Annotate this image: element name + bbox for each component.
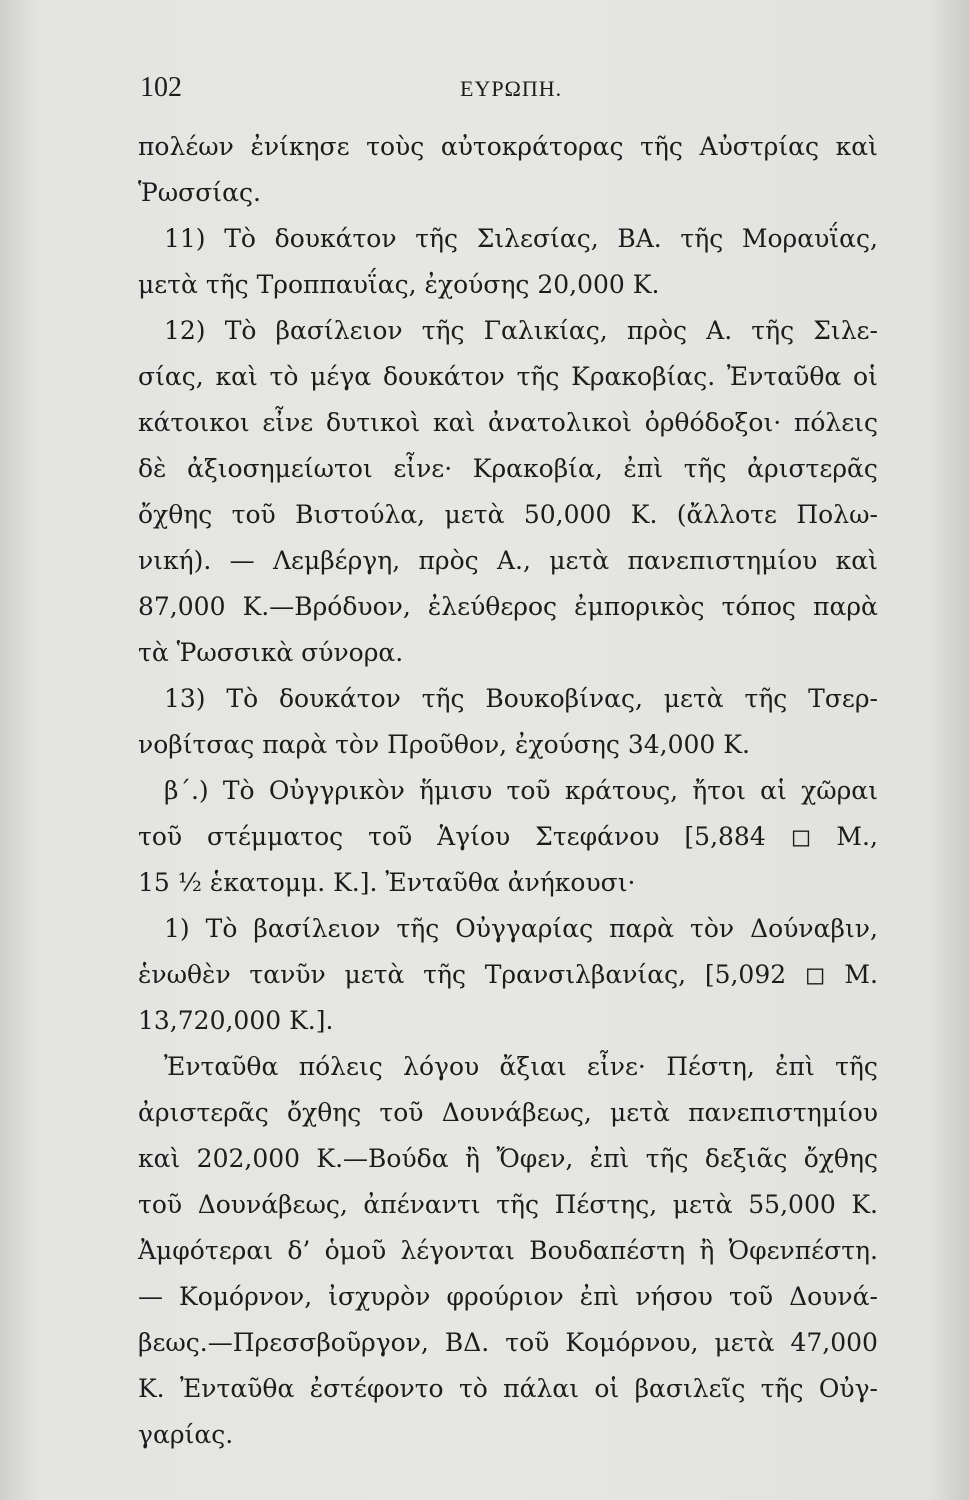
- text-line: Κ. Ἐνταῦθα ἐστέφοντο τὸ πάλαι οἱ βασιλεῖς τῆς Οὐγ-: [138, 1374, 878, 1403]
- text-line: β´.) Τὸ Οὐγγρικὸν ἥμισυ τοῦ κράτους, ἤτοι αἱ χῶραι: [164, 776, 878, 805]
- text-line: τοῦ Δουνάβεως, ἀπέναντι τῆς Πέστης, μετὰ 55,000 Κ.: [138, 1190, 878, 1219]
- text-line: βεως.—Πρεσσβοῦργον, ΒΔ. τοῦ Κομόρνου, μετὰ 47,000: [138, 1328, 878, 1357]
- text-line: ἑνωθὲν τανῦν μετὰ τῆς Τρανσιλβανίας, [5,092 ◻ Μ.: [138, 960, 878, 989]
- text-line: νοβίτσας παρὰ τὸν Προῦθον, ἐχούσης 34,000 Κ.: [138, 730, 750, 759]
- text-line: Ῥωσσίας.: [138, 178, 261, 207]
- text-line: — Κομόρνον, ἰσχυρὸν φρούριον ἐπὶ νήσου τοῦ Δουνά-: [138, 1282, 878, 1311]
- text-line: νική). — Λεμβέργη, πρὸς Α., μετὰ πανεπιστημίου καὶ: [138, 546, 878, 575]
- text-line: 13,720,000 Κ.].: [138, 1006, 334, 1035]
- page-number: 102: [140, 72, 182, 103]
- text-line: δὲ ἀξιοσημείωτοι εἶνε· Κρακοβία, ἐπὶ τῆς ἀριστερᾶς: [138, 454, 878, 483]
- text-line: ἀριστερᾶς ὄχθης τοῦ Δουνάβεως, μετὰ πανεπιστημίου: [138, 1098, 878, 1127]
- text-line: 1) Τὸ βασίλειον τῆς Οὐγγαρίας παρὰ τὸν Δούναβιν,: [164, 914, 878, 943]
- text-line: Ἀμφότεραι δ’ ὁμοῦ λέγονται Βουδαπέστη ἢ Ὀφενπέστη.: [138, 1236, 878, 1265]
- body-text: [138, 124, 878, 1458]
- text-line: ὄχθης τοῦ Βιστούλα, μετὰ 50,000 Κ. (ἄλλοτε Πολω-: [138, 500, 878, 529]
- text-line: τὰ Ῥωσσικὰ σύνορα.: [138, 638, 404, 667]
- text-line: τοῦ στέμματος τοῦ Ἁγίου Στεφάνου [5,884 ◻ Μ.,: [138, 822, 878, 851]
- text-line: μετὰ τῆς Τροππαυΐας, ἐχούσης 20,000 Κ.: [138, 270, 660, 299]
- text-line: πολέων ἐνίκησε τοὺς αὐτοκράτορας τῆς Αὐστρίας καὶ: [138, 132, 878, 161]
- page-header: [140, 72, 869, 112]
- text-line: 11) Τὸ δουκάτον τῆς Σιλεσίας, ΒΑ. τῆς Μοραυΐας,: [164, 224, 878, 253]
- text-line: γαρίας.: [138, 1420, 234, 1449]
- text-line: Ἐνταῦθα πόλεις λόγου ἄξιαι εἶνε· Πέστη, ἐπὶ τῆς: [164, 1052, 878, 1081]
- text-line: 15 ½ ἑκατομμ. Κ.]. Ἐνταῦθα ἀνήκουσι·: [138, 868, 636, 897]
- text-line: σίας, καὶ τὸ μέγα δουκάτον τῆς Κρακοβίας. Ἐνταῦθα οἱ: [138, 362, 878, 391]
- text-line: 12) Τὸ βασίλειον τῆς Γαλικίας, πρὸς Α. τῆς Σιλε-: [164, 316, 878, 345]
- running-title: ΕΥΡΩΠΗ.: [460, 76, 563, 101]
- text-line: καὶ 202,000 Κ.—Βούδα ἢ Ὄφεν, ἐπὶ τῆς δεξιᾶς ὄχθης: [138, 1144, 878, 1173]
- text-line: κάτοικοι εἶνε δυτικοὶ καὶ ἀνατολικοὶ ὀρθόδοξοι· πόλεις: [138, 408, 878, 437]
- text-line: 87,000 Κ.—Βρόδυον, ἐλεύθερος ἐμπορικὸς τόπος παρὰ: [138, 592, 878, 621]
- text-line: 13) Τὸ δουκάτον τῆς Βουκοβίνας, μετὰ τῆς Τσερ-: [164, 684, 878, 713]
